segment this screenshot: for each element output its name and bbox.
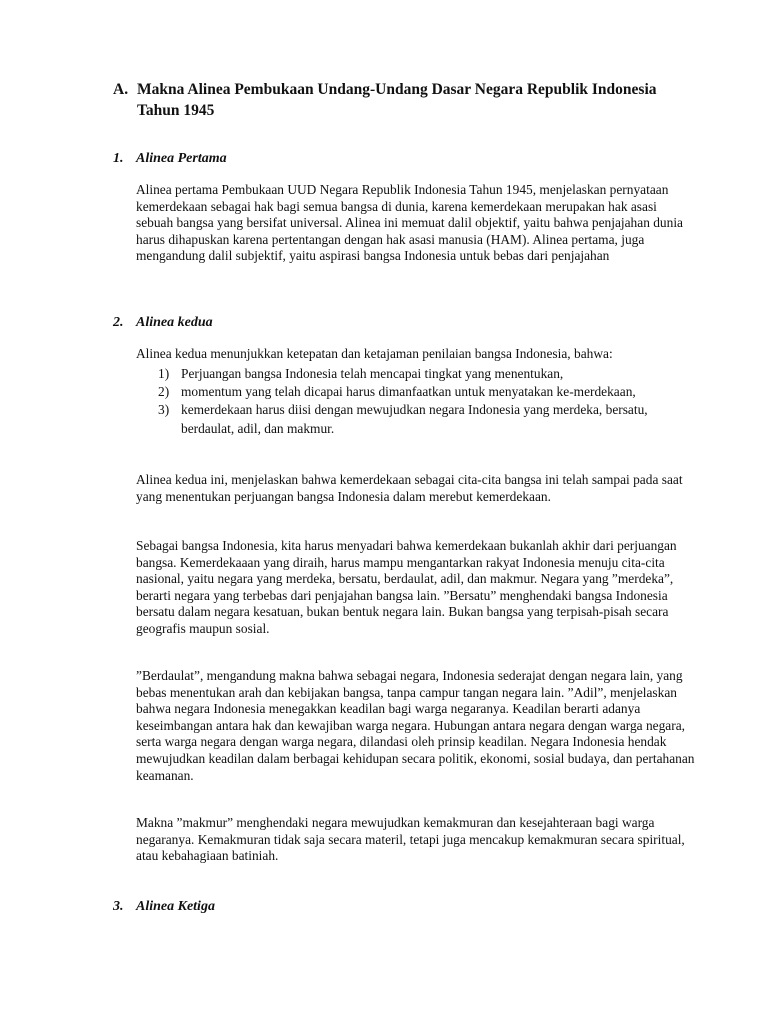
section-title-text: Alinea kedua <box>136 315 213 330</box>
heading-title: Makna Alinea Pembukaan Undang-Undang Dasar Negara Republik Indonesia Tahun 1945 <box>137 81 657 119</box>
list-item <box>136 401 696 437</box>
section-2-paragraph-4: Makna ”makmur” menghendaki negara mewujudkan kemakmuran dan kesejahteraan bagi warga negaranya. Kemakmuran tidak saja secara materil, tetapi juga mencakup kemakmuran secara spiritual, atau kebahagiaan batiniah. <box>136 815 685 864</box>
section-2-paragraph-3: ”Berdaulat”, mengandung makna bahwa sebagai negara, Indonesia sederajat dengan negara lain, yang bebas menentukan arah dan kebijakan bangsa, tanpa campur tangan negara lain. ”Adil”, menjelaskan bahwa negara Indonesia menegakkan keadilan bagi warga negaranya. Keadilan berarti adanya keseimbangan antara hak dan kewajiban warga negara. Hubungan antara negara dengan warga negara, serta warga negara dengan warga negara, dilandasi oleh prinsip keadilan. Negara Indonesia hendak mewujudkan keadilan dalam berbagai kehidupan secara politik, ekonomi, sosial budaya, dan pertahanan keamanan. <box>136 668 695 783</box>
section-title-1 <box>113 150 227 168</box>
list-marker: 1) <box>158 366 170 381</box>
section-title-text: Alinea Ketiga <box>136 899 215 914</box>
list-item-text: momentum yang telah dicapai harus dimanfaatkan untuk menyatakan ke-merdekaan, <box>181 384 636 400</box>
list-item <box>136 365 696 383</box>
section-title-text: Alinea Pertama <box>136 151 227 166</box>
section-number: 1. <box>113 151 124 166</box>
section-number: 3. <box>113 899 124 914</box>
section-2-list <box>136 365 696 438</box>
section-2-paragraph-1: Alinea kedua ini, menjelaskan bahwa kemerdekaan sebagai cita-cita bangsa ini telah sampai pada saat yang menentukan perjuangan bangsa Indonesia dalam merebut kemerdekaan. <box>136 472 683 504</box>
list-item-text: Perjuangan bangsa Indonesia telah mencapai tingkat yang menentukan, <box>181 366 564 381</box>
list-item-text: kemerdekaan harus diisi dengan mewujudkan negara Indonesia yang merdeka, bersatu, berdaulat, adil, dan makmur. <box>181 402 648 436</box>
list-marker: 2) <box>158 384 170 400</box>
section-2-paragraph-2: Sebagai bangsa Indonesia, kita harus menyadari bahwa kemerdekaan bukanlah akhir dari perjuangan bangsa. Kemerdekaaan yang diraih, harus mampu mengantarkan rakyat Indonesia menuju cita-cita nasional, yaitu negara yang merdeka, bersatu, berdaulat, adil, dan makmur. Negara yang ”merdeka”, berarti negara yang terbebas dari penjajahan bangsa lain. ”Bersatu” menghendaki bangsa Indonesia bersatu dalam negara kesatuan, bukan bentuk negara lain. Bukan bangsa yang terpisah-pisah secara geografis maupun sosial. <box>136 538 677 636</box>
document-heading <box>113 79 673 121</box>
section-title-2 <box>113 314 213 332</box>
heading-letter: A. <box>113 81 129 98</box>
section-title-3 <box>113 898 215 916</box>
list-item <box>136 383 696 401</box>
list-marker: 3) <box>158 402 170 418</box>
section-2-intro: Alinea kedua menunjukkan ketepatan dan ketajaman penilaian bangsa Indonesia, bahwa: <box>136 346 613 361</box>
section-1-paragraph-1: Alinea pertama Pembukaan UUD Negara Republik Indonesia Tahun 1945, menjelaskan pernyataan kemerdekaan sebagai hak bagi semua bangsa di dunia, karena kemerdekaan merupakan hak asasi sebuah bangsa yang bersifat universal. Alinea ini memuat dalil objektif, yaitu bahwa penjajahan dunia harus dihapuskan karena pertentangan dengan hak asasi manusia (HAM). Alinea pertama, juga mengandung dalil subjektif, yaitu aspirasi bangsa Indonesia untuk bebas dari penjajahan <box>136 182 683 264</box>
section-number: 2. <box>113 315 124 330</box>
